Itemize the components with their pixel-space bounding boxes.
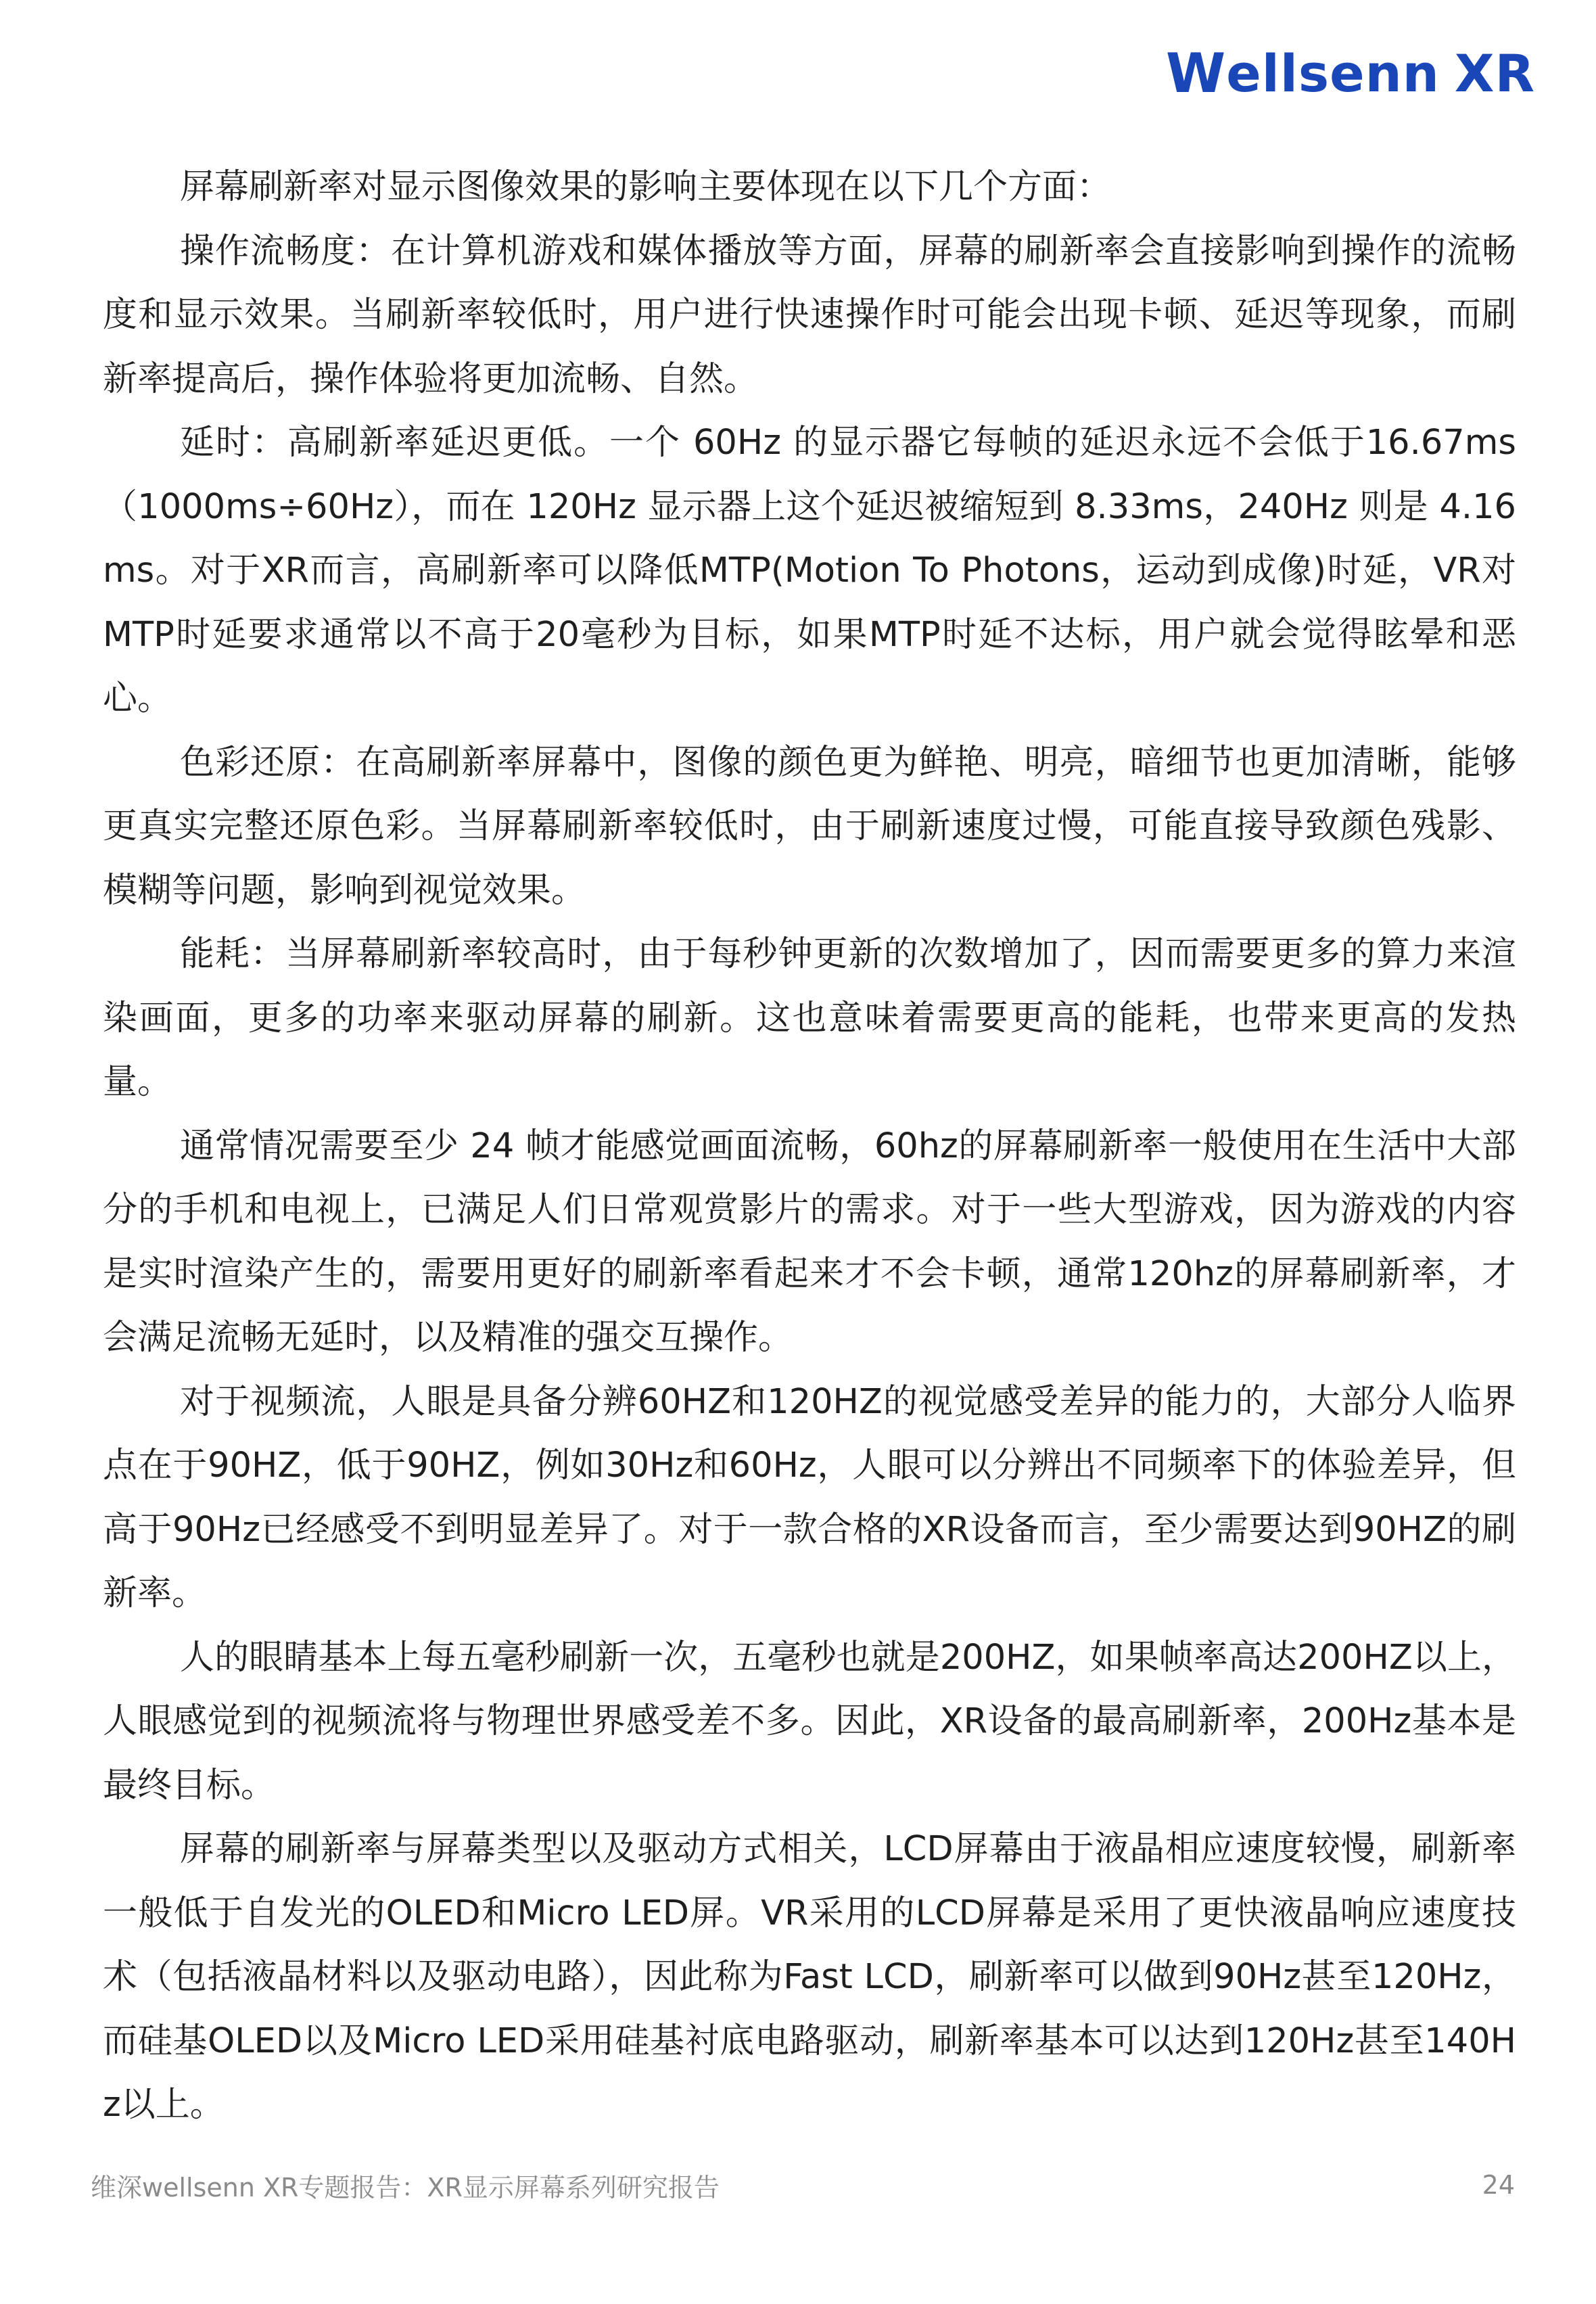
page-number: 24	[1482, 2170, 1515, 2200]
brand-logo	[1166, 39, 1535, 107]
paragraph-power: 能耗：当屏幕刷新率较高时，由于每秒钟更新的次数增加了，因而需要更多的算力来渲染画面，更多的功率来驱动屏幕的刷新。这也意味着需要更高的能耗，也带来更高的发热量。	[103, 934, 1516, 1102]
paragraph-video-stream: 对于视频流，人眼是具备分辨60HZ和120HZ的视觉感受差异的能力的，大部分人临界点在于90HZ，低于90HZ，例如30Hz和60Hz，人眼可以分辨出不同频率下的体验差异，但高于90Hz已经感受不到明显差异了。对于一款合格的XR设备而言，至少需要达到90HZ的刷新率。	[103, 1381, 1516, 1613]
paragraph-screen-type: 屏幕的刷新率与屏幕类型以及驱动方式相关，LCD屏幕由于液晶相应速度较慢，刷新率一般低于自发光的OLED和Micro LED屏。VR采用的LCD屏幕是采用了更快液晶响应速度技术（包括液晶材料以及驱动电路），因此称为Fast LCD，刷新率可以做到90Hz甚至120Hz，而硅基OLED以及Micro LED采用硅基衬底电路驱动，刷新率基本可以达到120Hz甚至140Hz以上。	[103, 1829, 1516, 2125]
paragraph-intro: 屏幕刷新率对显示图像效果的影响主要体现在以下几个方面：	[180, 167, 1112, 207]
paragraph-human-eye: 人的眼睛基本上每五毫秒刷新一次，五毫秒也就是200HZ，如果帧率高达200HZ以上，人眼感觉到的视频流将与物理世界感受差不多。因此，XR设备的最高刷新率，200Hz基本是最终目标。	[103, 1637, 1516, 1805]
footer-report-title: 维深wellsenn XR专题报告：XR显示屏幕系列研究报告	[91, 2172, 720, 2203]
logo-name: ellsenn	[1226, 43, 1440, 103]
paragraph-frame-rate: 通常情况需要至少 24 帧才能感觉画面流畅，60hz的屏幕刷新率一般使用在生活中大部分的手机和电视上，已满足人们日常观赏影片的需求。对于一些大型游戏，因为游戏的内容是实时渲染产生的，需要用更好的刷新率看起来才不会卡顿，通常120hz的屏幕刷新率，才会满足流畅无延时，以及精准的强交互操作。	[103, 1126, 1516, 1358]
document-body	[103, 156, 1516, 2138]
logo-initial: W	[1165, 41, 1227, 105]
paragraph-latency: 延时：高刷新率延迟更低。一个 60Hz 的显示器它每帧的延迟永远不会低于16.67ms（1000ms÷60Hz），而在 120Hz 显示器上这个延迟被缩短到 8.33ms，240Hz 则是 4.16ms。对于XR而言，高刷新率可以降低MTP(Motion To Photons，运动到成像)时延，VR对MTP时延要求通常以不高于20毫秒为目标，如果MTP时延不达标，用户就会觉得眩晕和恶心。	[103, 423, 1516, 718]
paragraph-color: 色彩还原：在高刷新率屏幕中，图像的颜色更为鲜艳、明亮，暗细节也更加清晰，能够更真实完整还原色彩。当屏幕刷新率较低时，由于刷新速度过慢，可能直接导致颜色残影、模糊等问题，影响到视觉效果。	[103, 742, 1516, 911]
page-footer	[91, 2165, 1515, 2205]
logo-suffix: XR	[1454, 43, 1535, 103]
paragraph-smoothness: 操作流畅度：在计算机游戏和媒体播放等方面，屏幕的刷新率会直接影响到操作的流畅度和显示效果。当刷新率较低时，用户进行快速操作时可能会出现卡顿、延迟等现象，而刷新率提高后，操作体验将更加流畅、自然。	[103, 231, 1516, 399]
